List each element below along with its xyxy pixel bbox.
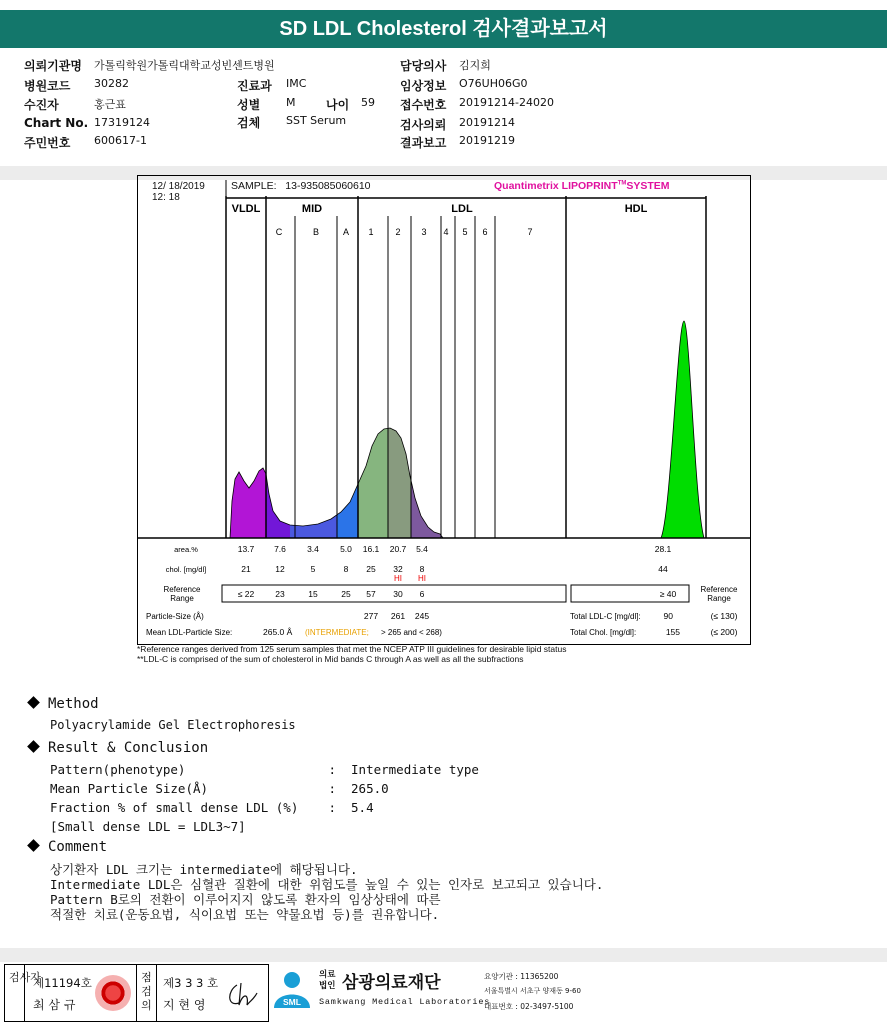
sex-label: 성별 — [237, 98, 261, 112]
id-value: 600617-1 — [94, 134, 147, 147]
chart-brand — [494, 180, 670, 192]
comment-line-3: Pattern B로의 전환이 이루어지지 않도록 환자의 임상상태에 따른 — [50, 892, 441, 907]
request-value: 20191214 — [459, 116, 515, 129]
chart-no-label: Chart No. — [24, 116, 89, 130]
corp-label: 의료 법인 — [319, 970, 336, 991]
chol-value-2: 5 — [310, 564, 316, 574]
org-name-en: Samkwang Medical Laboratories — [319, 997, 491, 1007]
method-title-text: Method — [48, 696, 99, 712]
ref-value-5: 30 — [393, 589, 403, 599]
group-hdl: HDL — [624, 203, 648, 215]
ref-label-1: Reference — [163, 585, 201, 594]
reviewer-name: 지 현 영 — [163, 998, 206, 1012]
result-line-2: Mean Particle Size(Å) : 265.0 — [50, 781, 389, 796]
org-tel: 대표번호 : 02-3497-5100 — [484, 1002, 574, 1011]
specimen-label: 검체 — [237, 116, 261, 130]
method-text: Polyacrylamide Gel Electrophoresis — [50, 718, 296, 732]
total-chol-label: Total Chol. [mg/dl]: — [570, 628, 637, 637]
sml-logo — [271, 966, 313, 1016]
diamond-bullet-icon — [27, 740, 40, 753]
tester-no: 제11194호 — [33, 976, 92, 990]
total-ldl-ref: (≤ 130) — [710, 611, 738, 621]
flag-hi-6: HI — [418, 574, 426, 583]
chol-value-5: 32 — [393, 564, 403, 574]
code-value: 30282 — [94, 77, 129, 90]
bottom-divider-bar — [0, 948, 887, 962]
curve-hdl — [661, 321, 704, 538]
footnote-2: **LDL-C is comprised of the sum of cholesterol in Mid bands C through A as well as all the subfractions — [137, 654, 524, 664]
comment-line-4: 적절한 치료(운동요법, 식이요법 또는 약물요법 등)를 권유합니다. — [50, 907, 440, 922]
receipt-value: 20191214-24020 — [459, 96, 554, 109]
diamond-bullet-icon — [27, 696, 40, 709]
ref-right-label-2: Range — [707, 594, 731, 603]
brand-tm: TM — [617, 180, 627, 187]
chart-date: 12/ 18/2019 — [152, 181, 205, 192]
group-vldl: VLDL — [231, 203, 261, 215]
reviewer-signature — [223, 979, 261, 1011]
tester-name: 최 삼 규 — [33, 998, 76, 1012]
total-ldl-value: 90 — [663, 611, 673, 621]
tester-seal-stamp — [95, 975, 131, 1011]
ref-value-6: 6 — [419, 589, 425, 599]
area-value-3: 5.0 — [340, 544, 352, 554]
ref-value-4: 57 — [366, 589, 376, 599]
chol-value-11: 44 — [658, 564, 668, 574]
area-value-11: 28.1 — [654, 544, 672, 554]
particle-value-0: 277 — [363, 611, 379, 621]
reviewer-no: 제3 3 3 호 — [163, 976, 219, 990]
area-value-2: 3.4 — [307, 544, 319, 554]
specimen-value: SST Serum — [286, 114, 347, 127]
ref-value-1: 23 — [275, 589, 285, 599]
code-label: 병원코드 — [24, 79, 71, 93]
chart-time: 12: 18 — [152, 192, 180, 203]
band-label-5: 5 — [462, 227, 468, 237]
group-mid: MID — [301, 203, 323, 215]
brand-tail: SYSTEM — [626, 180, 670, 192]
chart-no-value: 17319124 — [94, 116, 150, 129]
dept-value: IMC — [286, 77, 307, 90]
particle-value-1: 261 — [390, 611, 406, 621]
footnote-1: *Reference ranges derived from 125 serum samples that met the NCEP ATP III guidelines for desirable lipid status — [137, 644, 567, 654]
chol-value-4: 25 — [366, 564, 376, 574]
lipoprint-chart — [137, 175, 751, 645]
reviewer-label-text: 점검의 — [141, 971, 152, 1012]
chart-sample: SAMPLE: 13-935085060610 — [231, 180, 371, 192]
particle-value-2: 245 — [414, 611, 430, 621]
id-label: 주민번호 — [24, 136, 71, 150]
chol-value-3: 8 — [343, 564, 349, 574]
ref-value-3: 25 — [341, 589, 351, 599]
total-ldl-label: Total LDL-C [mg/dl]: — [570, 612, 641, 621]
clinical-value: O76UH06G0 — [459, 77, 528, 90]
area-value-5: 20.7 — [389, 544, 407, 554]
sml-logo-icon — [271, 966, 313, 1016]
tester-label — [5, 965, 41, 1021]
report-date-value: 20191219 — [459, 134, 515, 147]
comment-title — [27, 839, 107, 855]
ref-hdl-value: ≥ 40 — [659, 589, 677, 599]
band-label-c: C — [275, 227, 283, 237]
result-title-text: Result & Conclusion — [48, 740, 209, 756]
mean-value: 265.0 Å — [263, 627, 293, 637]
lipoprint-svg — [138, 176, 750, 644]
result-line-3: Fraction % of small dense LDL (%) : 5.4 — [50, 800, 374, 815]
area-value-4: 16.1 — [362, 544, 380, 554]
result-title — [27, 740, 208, 756]
ref-value-2: 15 — [308, 589, 318, 599]
report-title: SD LDL Cholesterol 검사결과보고서 — [0, 10, 887, 48]
comment-line-1: 상기환자 LDL 크기는 intermediate에 해당됩니다. — [50, 862, 358, 877]
band-label-1: 1 — [368, 227, 374, 237]
band-label-a: A — [342, 227, 350, 237]
org-code: 요양기관 : 11365200 — [484, 972, 559, 981]
result-line-1: Pattern(phenotype) : Intermediate type — [50, 762, 479, 777]
mean-range: > 265 and < 268) — [381, 628, 442, 637]
sml-text: SML — [283, 997, 301, 1007]
tester-label-text: 검사자 — [9, 971, 41, 984]
hospital-value: 가톨릭학원가톨릭대학교성빈센트병원 — [94, 59, 275, 72]
comment-title-text: Comment — [48, 839, 108, 855]
comment-line-2: Intermediate LDL은 심혈관 질환에 대한 위험도를 높일 수 있는 인자로 보고되고 있습니다. — [50, 877, 604, 892]
band-label-3: 3 — [421, 227, 427, 237]
ref-label-2: Range — [170, 594, 194, 603]
mean-label: Mean LDL-Particle Size: — [146, 628, 233, 637]
band-label-7: 7 — [527, 227, 533, 237]
band-label-b: B — [312, 227, 320, 237]
doctor-label: 담당의사 — [400, 59, 447, 73]
name-label: 수진자 — [24, 98, 59, 112]
doctor-value: 김지희 — [459, 59, 491, 72]
diamond-bullet-icon — [27, 839, 40, 852]
chol-value-1: 12 — [275, 564, 285, 574]
reviewer-label — [136, 965, 157, 1021]
band-label-2: 2 — [395, 227, 401, 237]
chol-value-6: 8 — [419, 564, 425, 574]
request-label: 검사의뢰 — [400, 118, 447, 132]
chol-value-0: 21 — [241, 564, 251, 574]
age-label: 나이 — [326, 98, 350, 112]
patient-info — [0, 48, 887, 167]
total-chol-ref: (≤ 200) — [710, 627, 738, 637]
org-name: 삼광의료재단 — [342, 973, 441, 993]
area-label: area.% — [174, 545, 198, 554]
ref-value-0: ≤ 22 — [237, 589, 255, 599]
flag-hi-5: HI — [394, 574, 402, 583]
hospital-label: 의뢰기관명 — [24, 59, 82, 73]
clinical-label: 임상정보 — [400, 79, 447, 93]
ref-right-label-1: Reference — [700, 585, 738, 594]
sex-value: M — [286, 96, 296, 109]
area-value-0: 13.7 — [237, 544, 255, 554]
org-address: 서울특별시 서초구 양재동 9-60 — [484, 987, 581, 995]
total-chol-value: 155 — [665, 627, 680, 637]
name-value: 홍근표 — [94, 98, 126, 111]
brand-text: Quantimetrix LIPOPRINT — [494, 180, 618, 192]
area-value-6: 5.4 — [416, 544, 428, 554]
particle-label: Particle-Size (Å) — [146, 612, 204, 621]
receipt-label: 접수번호 — [400, 98, 447, 112]
dept-label: 진료과 — [237, 79, 272, 93]
chol-label: chol. [mg/dl] — [165, 565, 207, 574]
group-ldl: LDL — [451, 203, 473, 215]
report-date-label: 결과보고 — [400, 136, 447, 150]
area-value-1: 7.6 — [274, 544, 286, 554]
mean-class: (INTERMEDIATE; — [305, 628, 369, 637]
method-title — [27, 696, 99, 712]
band-label-4: 4 — [443, 227, 449, 237]
result-line-4: [Small dense LDL = LDL3~7] — [50, 819, 246, 834]
signature-box — [4, 964, 269, 1022]
age-value: 59 — [361, 96, 375, 109]
band-label-6: 6 — [482, 227, 488, 237]
